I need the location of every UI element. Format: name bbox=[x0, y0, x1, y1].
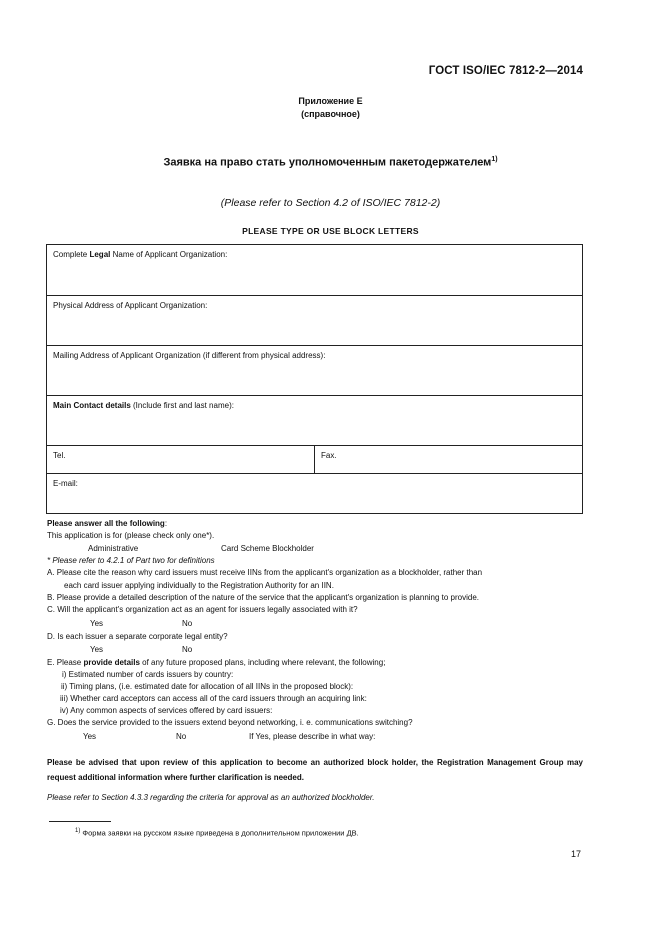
question-e-bold: provide details bbox=[83, 658, 140, 667]
block-letters-instruction: PLEASE TYPE OR USE BLOCK LETTERS bbox=[242, 226, 419, 236]
main-contact-label-bold: Main Contact details bbox=[53, 401, 131, 410]
c-yes-option[interactable]: Yes bbox=[90, 619, 104, 628]
application-form-table bbox=[46, 244, 583, 514]
g-if-yes-describe: If Yes, please describe in what way: bbox=[249, 732, 376, 741]
annex-subtitle: (справочное) bbox=[301, 109, 360, 119]
option-card-scheme[interactable]: Card Scheme Blockholder bbox=[221, 544, 314, 553]
standard-number: ГОСТ ISO/IEC 7812-2—2014 bbox=[428, 65, 583, 77]
g-no-option[interactable]: No bbox=[176, 732, 187, 741]
page-number: 17 bbox=[571, 849, 582, 859]
d-no-option[interactable]: No bbox=[182, 645, 193, 654]
title-footnote-mark: 1) bbox=[491, 156, 498, 163]
option-administrative[interactable]: Administrative bbox=[88, 544, 139, 553]
physical-address-label: Physical Address of Applicant Organization: bbox=[53, 301, 208, 310]
footnote-divider bbox=[49, 821, 111, 822]
c-no-option[interactable]: No bbox=[182, 619, 193, 628]
question-e-ii: ii) Timing plans, (i.e. estimated date for allocation of all IINs in the proposed block): bbox=[61, 682, 354, 691]
footnote-mark: 1) bbox=[75, 828, 81, 834]
mailing-address-label: Mailing Address of Applicant Organization (if different from physical address): bbox=[53, 351, 326, 360]
question-e-iii: iii) Whether card acceptors can access all of the card issuers through an acquiring link: bbox=[60, 694, 367, 703]
question-g: G. Does the service provided to the issuers extend beyond networking, i. e. communications switching? bbox=[47, 718, 413, 727]
document-title bbox=[0, 156, 661, 169]
fax-field[interactable] bbox=[315, 446, 583, 474]
footnote bbox=[75, 828, 359, 838]
legal-name-label-suffix: Name of Applicant Organization: bbox=[110, 250, 228, 259]
document-title-text: Заявка на право стать уполномоченным пакетодержателем bbox=[163, 156, 492, 169]
question-c: C. Will the applicant's organization act as an agent for issuers legally associated with it? bbox=[47, 605, 358, 614]
question-a-cont: each card issuer applying individually to the Registration Authority for an IIN. bbox=[64, 581, 334, 590]
question-e-suffix: of any future proposed plans, including where relevant, the following; bbox=[139, 658, 386, 667]
physical-address-field[interactable] bbox=[47, 296, 583, 346]
tel-field[interactable] bbox=[47, 446, 315, 474]
annex-title: Приложение Е bbox=[298, 96, 363, 106]
main-contact-field[interactable] bbox=[47, 396, 583, 446]
refer-note: (Please refer to Section 4.2 of ISO/IEC 7812-2) bbox=[220, 197, 441, 209]
legal-name-label-prefix: Complete bbox=[53, 250, 90, 259]
questions-heading-bold: Please answer all the following bbox=[47, 519, 165, 528]
question-b: B. Please provide a detailed description of the nature of the service that the applicant's organization is planning to provide. bbox=[47, 593, 480, 602]
question-e-iv: iv) Any common aspects of services offered by card issuers: bbox=[60, 706, 273, 715]
questions-heading-colon: : bbox=[164, 519, 168, 528]
email-field[interactable] bbox=[47, 474, 583, 514]
question-d: D. Is each issuer a separate corporate legal entity? bbox=[47, 632, 228, 641]
criteria-note: Please refer to Section 4.3.3 regarding the criteria for approval as an authorized blockholder. bbox=[47, 793, 375, 802]
legal-name-field[interactable] bbox=[47, 245, 583, 296]
fax-label: Fax. bbox=[321, 451, 337, 460]
question-e-i: i) Estimated number of cards issuers by country: bbox=[62, 670, 234, 679]
legal-name-label-bold: Legal bbox=[89, 250, 111, 259]
question-a: A. Please cite the reason why card issuers must receive IINs from the applicant's organization as a blockholder, rather than bbox=[47, 568, 483, 577]
question-e-prefix: E. Please bbox=[47, 658, 84, 667]
g-yes-option[interactable]: Yes bbox=[83, 732, 97, 741]
d-yes-option[interactable]: Yes bbox=[90, 645, 104, 654]
question-e bbox=[47, 657, 587, 668]
mailing-address-field[interactable] bbox=[47, 346, 583, 396]
email-label: E-mail: bbox=[53, 479, 78, 488]
definitions-note: * Please refer to 4.2.1 of Part two for definitions bbox=[47, 556, 215, 565]
footnote-text: Форма заявки на русском языке приведена в дополнительном приложении ДВ. bbox=[80, 828, 359, 838]
advice-paragraph: Please be advised that upon review of this application to become an authorized block holder, the Registration Management Group may request additional information where further clarification is needed. bbox=[47, 758, 583, 782]
tel-label: Tel. bbox=[53, 451, 66, 460]
questions-heading bbox=[47, 518, 587, 529]
application-for-text: This application is for (please check only one*). bbox=[47, 531, 215, 540]
main-contact-label-suffix: (Include first and last name): bbox=[130, 401, 234, 410]
